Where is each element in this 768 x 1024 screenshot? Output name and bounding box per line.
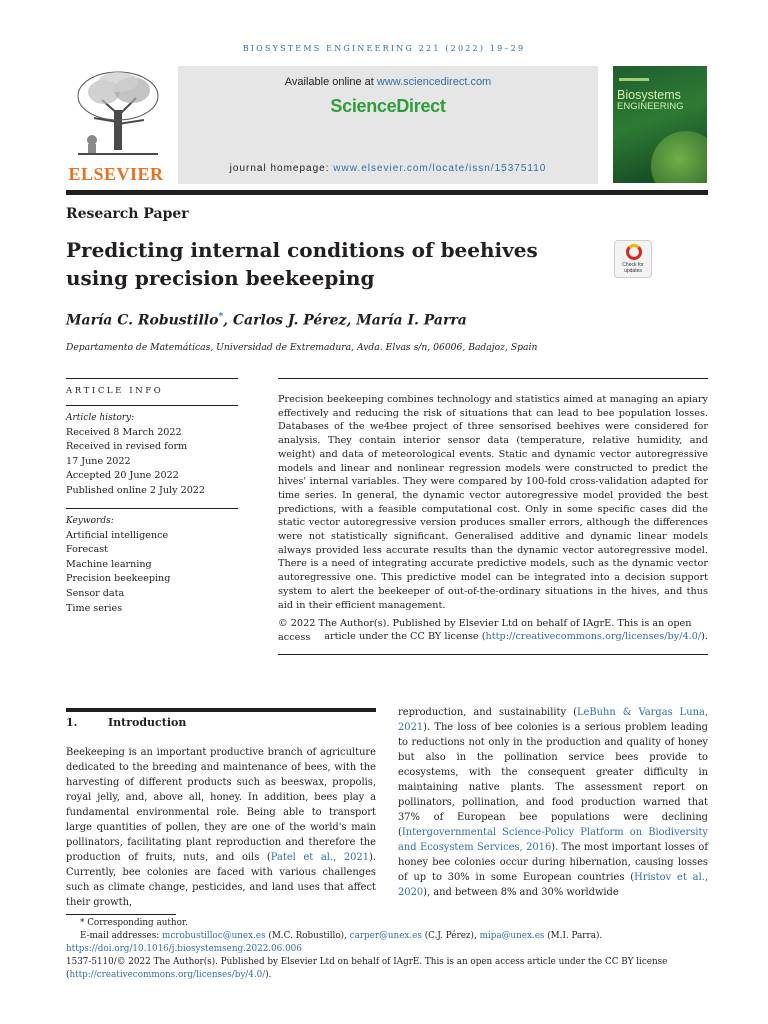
body-column-left: [66, 745, 376, 910]
article-info-heading: ARTICLE INFO: [66, 386, 164, 396]
info-head-rule: [66, 405, 238, 406]
author-name: María C. Robustillo: [66, 312, 219, 329]
body-text: ). Currently, bee colonies are faced with various challenges such as climate change, pesticides, and land uses that affect their growth,: [66, 852, 376, 908]
license-link[interactable]: http://creativecommons.org/licenses/by/4.0/: [69, 970, 266, 980]
elsevier-logo[interactable]: [66, 66, 176, 186]
license-close: ).: [265, 970, 272, 980]
elsevier-tree-icon: [74, 70, 162, 156]
corresponding-author-mark[interactable]: *: [218, 312, 224, 322]
body-text: ), and between 8% and 30% worldwide: [423, 887, 619, 898]
doi-link[interactable]: https://doi.org/10.1016/j.biosystemseng.2022.06.006: [66, 944, 302, 954]
journal-cover-image[interactable]: [613, 66, 707, 183]
article-title: Predicting internal conditions of beehives using precision beekeeping: [66, 238, 538, 290]
cover-title-line2: ENGINEERING: [617, 101, 684, 112]
elsevier-wordmark: ELSEVIER: [68, 164, 164, 184]
footnote-rule: [66, 914, 176, 915]
cover-bar: [619, 78, 649, 81]
journal-homepage-line: [178, 163, 598, 174]
info-top-rule: [66, 378, 238, 379]
history-item: Received 8 March 2022: [66, 426, 182, 438]
affiliation: Departamento de Matemáticas, Universidad de Extremadura, Avda. Elvas s/n, 06006, Badajoz, Spain: [66, 342, 538, 353]
email-owner: (M.C. Robustillo),: [265, 931, 350, 941]
sciencedirect-logo[interactable]: ScienceDirect: [330, 96, 446, 116]
cc-license-link[interactable]: http://creativecommons.org/licenses/by/4.0/: [485, 631, 702, 642]
journal-banner: [178, 66, 598, 184]
section-rule: [66, 708, 376, 712]
keyword-item: Artificial intelligence: [66, 529, 169, 541]
section-title: Introduction: [108, 716, 187, 729]
email-line: [66, 930, 708, 943]
history-item: Published online 2 July 2022: [66, 484, 206, 496]
email-link[interactable]: mcrobustilloc@unex.es: [162, 931, 266, 941]
author-names-rest: , Carlos J. Pérez, María I. Parra: [223, 312, 467, 329]
citation-link[interactable]: Intergovernmental Science-Policy Platform on Biodiversity and Ecosystem Services, 2016: [398, 827, 708, 853]
homepage-prefix: journal homepage:: [229, 163, 334, 174]
copyright-close: ).: [701, 631, 708, 642]
keywords-label: Keywords:: [66, 516, 114, 526]
history-item: Accepted 20 June 2022: [66, 470, 179, 482]
keyword-item: Sensor data: [66, 587, 125, 599]
availability-line: [178, 76, 598, 88]
keywords: [66, 514, 238, 616]
abstract-copyright-line1: © 2022 The Author(s). Published by Elsevier Ltd on behalf of IAgrE. This is an open access: [278, 618, 692, 643]
availability-prefix: Available online at: [284, 76, 377, 88]
author-list: [66, 312, 467, 329]
check-for-updates-button[interactable]: [614, 240, 652, 278]
citation-link[interactable]: LeBuhn & Vargas Luna, 2021: [398, 707, 708, 733]
keyword-item: Forecast: [66, 544, 109, 556]
body-column-right: [398, 705, 708, 900]
copyright-text: article under the CC BY license (: [324, 631, 486, 642]
keyword-item: Precision beekeeping: [66, 573, 171, 585]
cover-title: [617, 90, 684, 112]
license-open: (: [66, 970, 70, 980]
keyword-item: Time series: [66, 602, 123, 614]
abstract-copyright-line2: [278, 631, 708, 642]
abstract-bottom-rule: [278, 654, 708, 655]
license-line: [66, 969, 708, 982]
footnotes: [66, 917, 708, 982]
masthead: [66, 66, 708, 186]
email-owner: (M.I. Parra).: [544, 931, 603, 941]
info-mid-rule: [66, 508, 238, 509]
article-history: [66, 411, 238, 499]
sciencedirect-url-link[interactable]: www.sciencedirect.com: [376, 76, 492, 88]
body-text: Beekeeping is an important productive branch of agriculture dedicated to the breeding and maintenance of bees, with the harvesting of different products such as beeswax, propolis, royal jelly, and, above all, honey. In addition, bees play a fundamental environmental role. Being able to transport large quantities of pollen, they are one of the world's main pollinators, facilitating plant reproduction and therefore the production of fruits, nuts, and oils (: [66, 747, 376, 863]
body-text: ). The loss of bee colonies is a serious problem leading to reductions not only in the production and quality of honey but also in the pollination service bees provide to ecosystems, with the consequent greater difficulty in maintaining native plants. The assessment report on pollinators, pollination, and food production warned that 37% of European bee populations were declining (: [398, 722, 708, 838]
history-item: Received in revised form: [66, 441, 188, 453]
email-link[interactable]: mipa@unex.es: [479, 931, 545, 941]
issn-copyright-line: 1537-5110/© 2022 The Author(s). Published by Elsevier Ltd on behalf of IAgrE. This is an open access article under the CC BY license: [66, 957, 668, 967]
email-link[interactable]: carper@unex.es: [349, 931, 422, 941]
citation-link[interactable]: Patel et al., 2021: [270, 852, 369, 863]
history-item: 17 June 2022: [66, 455, 131, 467]
cover-title-line1: Biosystems: [617, 88, 681, 102]
article-type: Research Paper: [66, 206, 189, 222]
section-heading: [66, 716, 186, 729]
email-owner: (C.J. Pérez),: [421, 931, 480, 941]
abstract-text: Precision beekeeping combines technology and statistics aimed at managing an apiary effectively and reducing the risk of situations that can lead to bee population losses. Databases of the we4bee project of three sensorised beehives were considered for analysis. They contain interior sensor data (temperature, relative humidity, and weight) and data of meteorological events. Static and dynamic vector autoregressive models and linear and nonlinear regression models were constructed to predict the hives' internal variables. They were compared by 100-fold cross-validation adapted for time series. In general, the dynamic vector autoregressive model provided the best predictions, with a feasible computational cost. Only in some specific cases did the static vector autoregressive version produces smaller errors, although the differences were not statistically significant. Generalised additive and dynamic linear models always provided less accurate results than the dynamic vector autoregressive model. There is a need of integrating accurate predictive models, such as the dynamic vector autoregressive one. This predictive model can be integrated into a decision support system to alert the beekeeper of out-of-the-ordinary situations in the hives, and thus aid in their efficient management.: [278, 394, 708, 611]
section-number: 1.: [66, 716, 78, 729]
citation-link[interactable]: Hristov et al., 2020: [398, 872, 709, 898]
keyword-item: Machine learning: [66, 558, 152, 570]
history-label: Article history:: [66, 413, 135, 423]
masthead-rule: [66, 190, 708, 195]
body-text: reproduction, and sustainability (: [398, 707, 577, 718]
cover-globe-graphic: [651, 131, 707, 183]
body-text: ). The most important losses of honey bee colonies occur during hibernation, causing losses of up to 30% in some European countries (: [398, 842, 708, 883]
email-label: E-mail addresses:: [80, 931, 162, 941]
corresponding-author-note: * Corresponding author.: [80, 918, 188, 928]
abstract-top-rule: [278, 378, 708, 379]
crossmark-label: Check for updates: [622, 262, 644, 274]
journal-homepage-link[interactable]: www.elsevier.com/locate/issn/15375110: [333, 163, 547, 174]
crossmark-icon: [626, 244, 642, 260]
running-head: BIOSYSTEMS ENGINEERING 221 (2022) 19–29: [242, 44, 526, 53]
